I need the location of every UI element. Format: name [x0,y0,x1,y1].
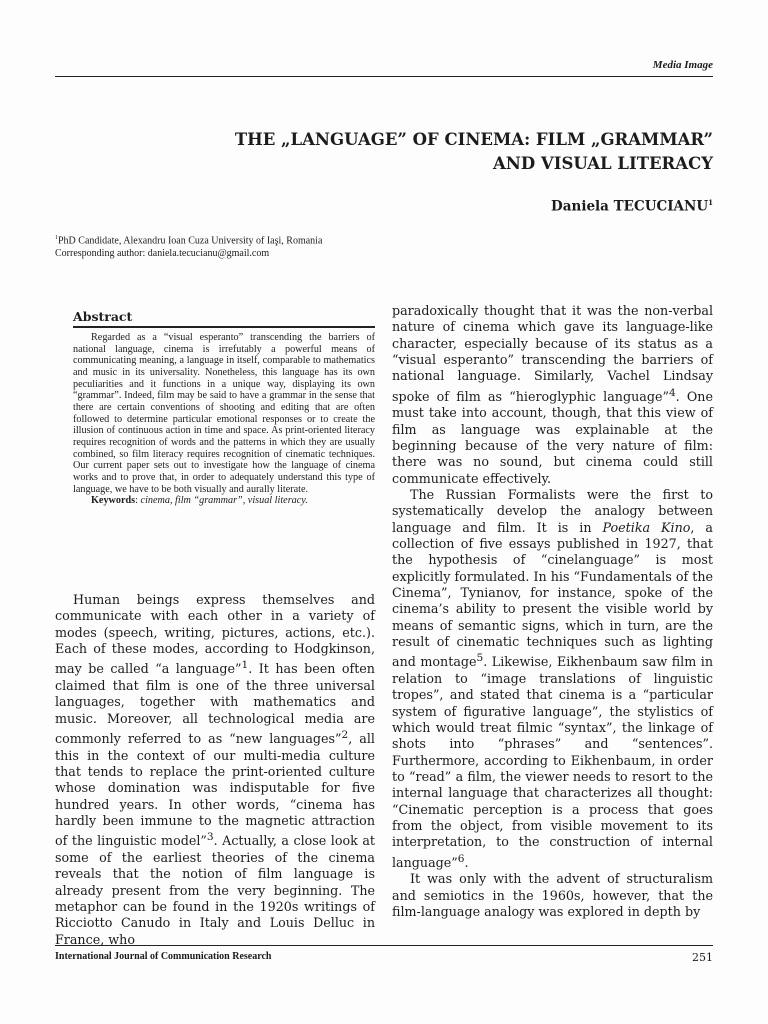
footnote-ref: 6 [457,852,465,865]
footnote-ref: 4 [668,386,676,399]
author-footnote-mark: 1 [708,198,713,207]
abstract-text: Regarded as a “visual esperanto” transcending the barriers of national language, cinema is irrefutably a powerful means of communicating meaning, a language in itself, comparable to mathematics and music in its universality. Nonetheless, this language has its own peculiarities and it functions in a unique way, displaying its own “grammar”. Indeed, film may be said to have a grammar in the sense that there are certain conventions of shooting and editing that are often followed to determine particular emotional responses or to create the illusion of continuous action in time and space. As print-oriented literacy requires recognition of words and the patterns in which they are usually combined, so film literacy requires recognition of cinematic techniques. Our current paper sets out to investigate how the language of cinema works and to prove that, in order to adequately understand this type of language, we have to be both visually and aurally literate. [73,332,375,495]
footnote-ref: 2 [341,728,349,741]
book-title: Poetika Kino [602,519,691,535]
footnote-ref: 5 [476,652,484,665]
author-name: Daniela TECUCIANU [551,198,709,215]
right-column [392,303,713,920]
left-column [55,592,375,948]
journal-name: International Journal of Communication Research [55,951,272,962]
title-line-1: THE „LANGUAGE” OF CINEMA: FILM „GRAMMAR” [234,130,713,149]
abstract-heading: Abstract [73,309,375,328]
keywords: Keywords: cinema, film “grammar”, visual literacy. [91,495,308,507]
article-title [153,128,713,176]
keywords-label: Keywords [91,495,136,507]
title-line-2: AND VISUAL LITERACY [492,154,713,173]
page-number: 251 [692,951,713,964]
affiliation-block [55,232,322,260]
affiliation-mark: 1 [55,235,58,241]
keywords-list: cinema, film “grammar”, visual literacy. [140,495,308,507]
affiliation: $^1$PhD Candidate, Alexandru Ioan Cuza University of Iaşi, Romania [55,235,323,247]
body-paragraph-continued: paradoxically thought that it was the non-verbal nature of cinema which gave its language-like character, especially because of its status as a “visual esperanto” transcending the barriers of national language. Similarly, Vachel Lindsay spoke of film as “hieroglyphic language”$^4$. One must take into account, though, that this view of film as language was explainable at the beginning because of the very nature of film: there was no sound, but cinema could still communicate effectively. [392,303,713,486]
body-paragraph-3: It was only with the advent of structuralism and semiotics in the 1960s, however, that the film-language analogy was explored in depth by [392,871,713,920]
body-paragraph-2: The Russian Formalists were the first to systematically develop the analogy between language and film. It is in Poetika Kino, a collection of five essays published in 1927, that the hypothesis of “cinelanguage” is most explicitly formulated. In his “Fundamentals of the Cinema”, Tynianov, for instance, spoke of the cinema’s ability to present the visible world by means of semantic signs, which in turn, are the result of cinematic techniques such as lighting and montage$^5$. Likewise, Eikhenbaum saw film in relation to “image translations of linguistic tropes”, and stated that cinema is a “particular system of figurative language”, the stylistics of which would treat filmic “syntax”, the linkage of shots into “phrases” and “sentences”. Furthermore, according to Eikhenbaum, in order to “read” a film, the viewer needs to resort to the internal language that characterizes all thought: “Cinematic perception is a process that goes from the object, from visible movement to its interpretation, to the construction of internal language”$^6$. [392,487,713,871]
header-rule [55,76,713,77]
abstract-box [73,309,375,507]
body-paragraph-1: Human beings express themselves and communicate with each other in a variety of modes (speech, writing, pictures, actions, etc.). Each of these modes, according to Hodgkinson, may be called “a language”$^1$. It has been often claimed that film is one of the three universal languages, together with mathematics and music. Moreover, all technological media are commonly referred to as “new languages”$^2$, all this in the context of our multi-media culture that tends to replace the print-oriented culture whose domination was indisputable for five hundred years. In other words, “cinema has hardly been immune to the magnetic attraction of the linguistic model”$^3$. Actually, a close look at some of the earliest theories of the cinema reveals that the notion of film language is already present from the very beginning. The metaphor can be found in the 1920s writings of Ricciotto Canudo in Italy and Louis Delluc in France, who [55,592,375,947]
footnote-ref: 1 [241,659,249,672]
corresponding-author: Corresponding author: daniela.tecucianu@gmail.com [55,248,270,260]
footnote-ref: 3 [206,831,214,844]
author [551,198,713,215]
section-label: Media Image [652,59,713,71]
footer-rule [55,945,713,946]
